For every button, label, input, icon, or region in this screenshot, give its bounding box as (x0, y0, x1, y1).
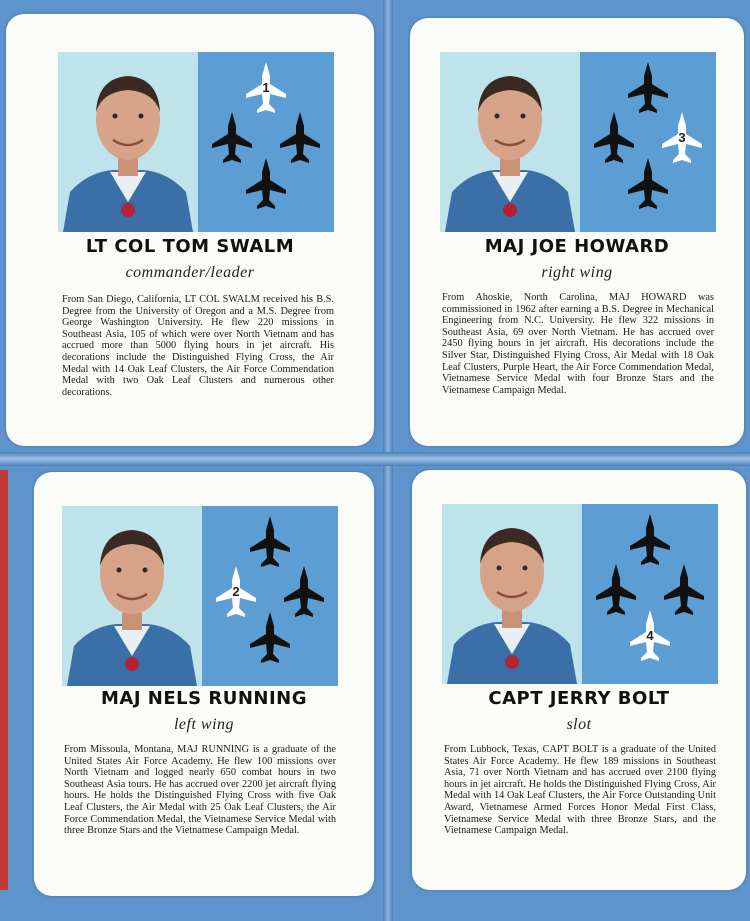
portrait-illustration (442, 504, 582, 684)
jet-icon (630, 514, 670, 565)
formation-svg (198, 52, 334, 232)
pilot-card-howard (410, 18, 744, 446)
pilot-bio: From San Diego, California, LT COL SWALM received his B.S. Degree from the University of Oregon and a M.S. Degree from George Washington University. He flew 220 missions in Southeast Asia, 105 of which were over North Vietnam and has accrued more than 5000 flying hours in jet aircraft. His decorations include the Distinguished Flying Cross, the Air Medal with 14 Oak Leaf Clusters, the Air Force Commendation Medal with two Oak Leaf Clusters and numerous other decorations. (62, 294, 334, 398)
formation-position-number: 1 (262, 80, 270, 95)
formation-diagram (582, 504, 718, 684)
pilot-bio: From Missoula, Montana, MAJ RUNNING is a graduate of the United States Air Force Academy. He flew 100 missions over North Vietnam and logged nearly 650 combat hours in two Southeast Asia tours. He has accrued over 2200 jet aircraft flying hours. He holds the Distinguished Flying Cross with five Oak Leaf Clusters, the Air Medal with 25 Oak Leaf Clusters, the Air Force Commendation Medal, the Vietnamese Service Medal with three Bronze Stars and the Vietnamese Campaign Medal. (64, 744, 336, 837)
jet-icon (664, 564, 704, 615)
jet-icon (596, 564, 636, 615)
formation-position-number: 4 (646, 628, 654, 643)
pilot-role: commander/leader (125, 264, 255, 281)
formation-svg (580, 52, 716, 232)
portrait-illustration (62, 506, 202, 686)
pilot-role: right wing (541, 264, 613, 281)
jet-icon (280, 112, 320, 163)
jet-icon (284, 566, 324, 617)
pilot-photo-panel (62, 506, 338, 686)
pilot-card-bolt (412, 470, 746, 890)
formation-svg (202, 506, 338, 686)
formation-diagram (202, 506, 338, 686)
formation-svg (582, 504, 718, 684)
pilot-bio: From Ahoskie, North Carolina, MAJ HOWARD was commissioned in 1962 after earning a B.S. Degree in Mechanical Engineering from N.C. University. He flew 322 missions in Southeast Asia, 69 over North Vietnam. He has accrued over 2450 flying hours in jet aircraft. His decorations include the Silver Star, Distinguished Flying Cross, Air Medal with 18 Oak Leaf Clusters, Purple Heart, the Air Force Commendation Medal, Vietnamese Service Medal with four Bronze Stars and the Vietnamese Campaign Medal. (442, 292, 714, 396)
portrait-illustration (58, 52, 198, 232)
highlighted-jet-icon (662, 112, 702, 163)
highlighted-jet-icon (630, 610, 670, 661)
pilot-role: slot (566, 716, 592, 733)
pilot-name: LT COL TOM SWALM (85, 236, 295, 257)
pilot-photo-panel (440, 52, 716, 232)
pilot-card-swalm (6, 14, 374, 446)
jet-icon (594, 112, 634, 163)
red-edge-stripe (0, 470, 8, 890)
pilot-card-running (34, 472, 374, 896)
pilot-role: left wing (173, 716, 235, 733)
pilot-photo-panel (58, 52, 334, 232)
pilot-portrait (58, 52, 198, 232)
formation-diagram (198, 52, 334, 232)
jet-icon (628, 158, 668, 209)
pilot-name: CAPT JERRY BOLT (488, 688, 670, 709)
formation-position-number: 2 (232, 584, 240, 599)
pilot-photo-panel (442, 504, 718, 684)
portrait-illustration (440, 52, 580, 232)
highlighted-jet-icon (246, 62, 286, 113)
pilot-name: MAJ NELS RUNNING (100, 688, 307, 709)
jet-icon (628, 62, 668, 113)
pilot-bio: From Lubbock, Texas, CAPT BOLT is a graduate of the United States Air Force Academy. He flew 189 missions in Southeast Asia, 71 over North Vietnam and has accrued over 2100 flying hours in jet aircraft. He holds the Distinguished Flying Cross, Air Medal with 14 Oak Leaf Clusters, the Air Force Outstanding Unit Award, Vietnamese Armed Forces Honor Medal First Class, Vietnamese Service Medal with three Bronze Stars, and the Vietnamese Campaign Medal. (444, 744, 716, 837)
formation-position-number: 3 (678, 130, 686, 145)
pilot-portrait (62, 506, 202, 686)
highlighted-jet-icon (216, 566, 256, 617)
pilot-name: MAJ JOE HOWARD (484, 236, 670, 257)
pilot-portrait (440, 52, 580, 232)
jet-icon (250, 516, 290, 567)
jet-icon (250, 612, 290, 663)
horizontal-fold (0, 452, 750, 466)
pilot-portrait (442, 504, 582, 684)
jet-icon (212, 112, 252, 163)
formation-diagram (580, 52, 716, 232)
jet-icon (246, 158, 286, 209)
